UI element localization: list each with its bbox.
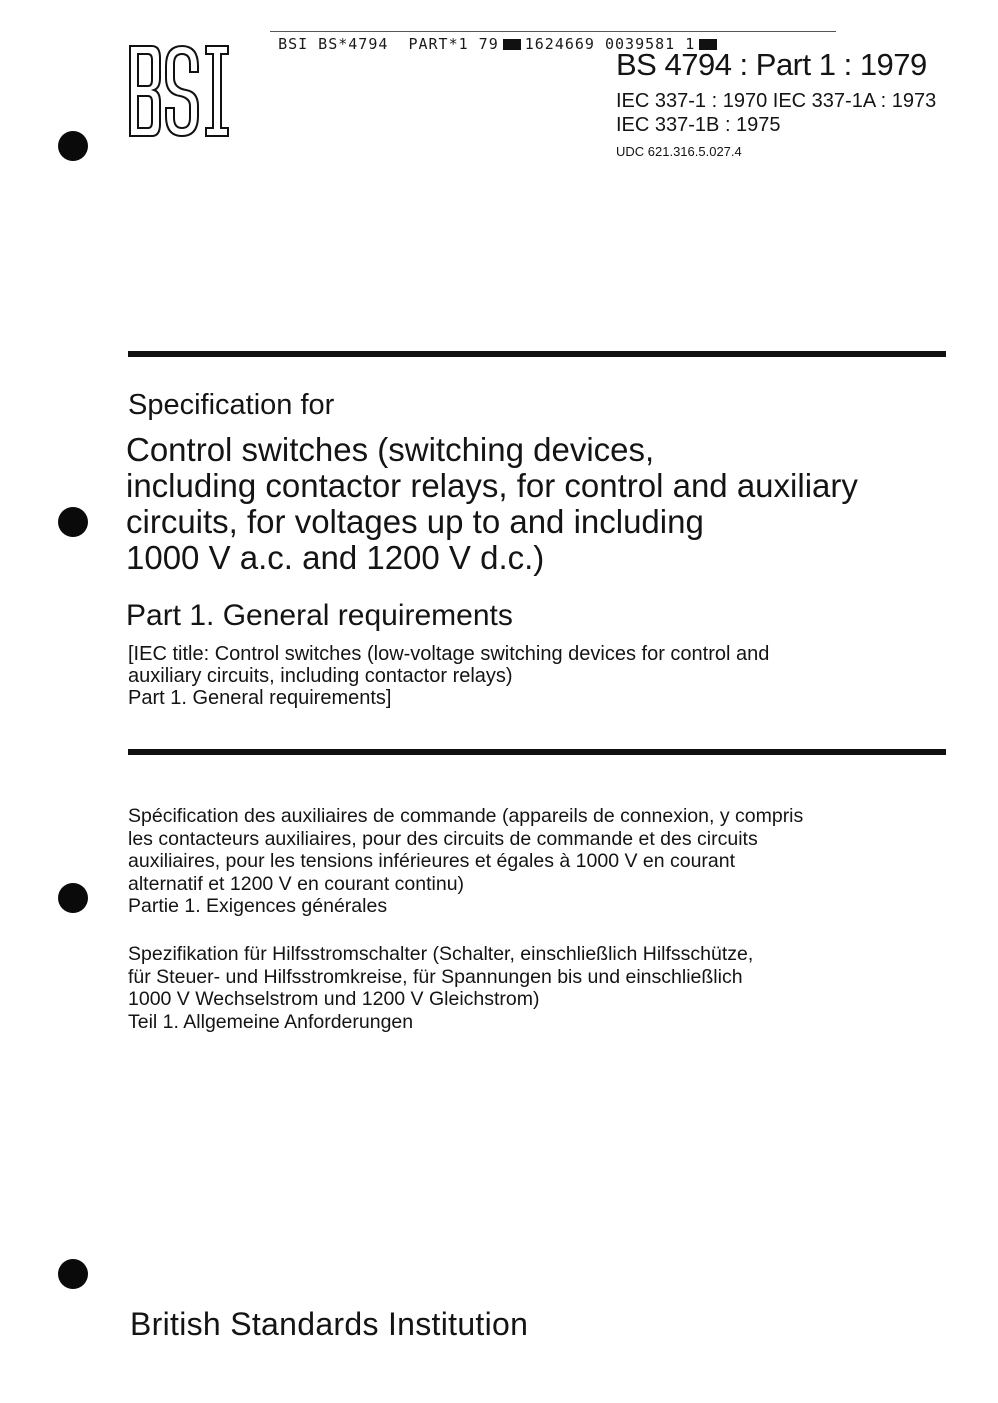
main-title bbox=[126, 432, 886, 576]
french-title-line: Spécification des auxiliaires de commande (appareils de connexion, y compris bbox=[128, 805, 804, 827]
header-index-strip bbox=[258, 8, 858, 53]
german-title-line: 1000 V Wechselstrom und 1200 V Gleichstrom) bbox=[128, 988, 540, 1010]
publisher-name: British Standards Institution bbox=[130, 1306, 529, 1342]
german-title bbox=[128, 943, 888, 1033]
french-title-line: auxiliaires, pour les tensions inférieures et égales à 1000 V en courant bbox=[128, 850, 736, 872]
punch-hole bbox=[58, 507, 88, 537]
header-block-mark bbox=[503, 39, 521, 50]
part-title: Part 1. General requirements bbox=[126, 599, 513, 632]
bsi-logo bbox=[128, 44, 232, 138]
header-index-text-2: 1624669 0039581 1 bbox=[524, 35, 696, 53]
main-title-line: Control switches (switching devices, bbox=[126, 431, 655, 468]
spec-for-heading: Specification for bbox=[128, 389, 335, 421]
french-title bbox=[128, 805, 888, 918]
title-bottom-rule bbox=[128, 749, 946, 755]
header-index-text-1: BSI BS*4794 PART*1 79 bbox=[278, 35, 499, 53]
iec-title-line: Part 1. General requirements] bbox=[128, 687, 392, 709]
french-title-line: les contacteurs auxiliaires, pour des circuits de commande et des circuits bbox=[128, 827, 758, 850]
iec-reference-line-2: IEC 337-1B : 1975 bbox=[616, 114, 781, 136]
punch-hole bbox=[58, 883, 88, 913]
title-top-rule bbox=[128, 351, 946, 357]
standard-number: BS 4794 : Part 1 : 1979 bbox=[616, 47, 927, 82]
main-title-line: including contactor relays, for control and auxiliary bbox=[126, 467, 858, 504]
french-title-line: alternatif et 1200 V en courant continu) bbox=[128, 872, 465, 895]
main-title-line: circuits, for voltages up to and including bbox=[126, 503, 704, 540]
french-title-line: Partie 1. Exigences générales bbox=[128, 895, 388, 917]
german-title-line: Spezifikation für Hilfsstromschalter (Schalter, einschließlich Hilfsschütze, bbox=[128, 943, 754, 965]
udc-classification: UDC 621.316.5.027.4 bbox=[616, 144, 742, 159]
iec-title-line: auxiliary circuits, including contactor relays) bbox=[128, 665, 513, 687]
german-title-line: für Steuer- und Hilfsstromkreise, für Spannungen bis und einschließlich bbox=[128, 965, 743, 988]
iec-reference-line-1: IEC 337-1 : 1970 IEC 337-1A : 1973 bbox=[616, 90, 937, 112]
punch-hole bbox=[58, 1259, 88, 1289]
main-title-line: 1000 V a.c. and 1200 V d.c.) bbox=[126, 539, 545, 576]
punch-hole bbox=[58, 131, 88, 161]
german-title-line: Teil 1. Allgemeine Anforderungen bbox=[128, 1010, 414, 1033]
iec-title bbox=[128, 643, 888, 709]
header-underline bbox=[270, 31, 836, 32]
iec-title-line: [IEC title: Control switches (low-voltage switching devices for control and bbox=[128, 643, 770, 665]
